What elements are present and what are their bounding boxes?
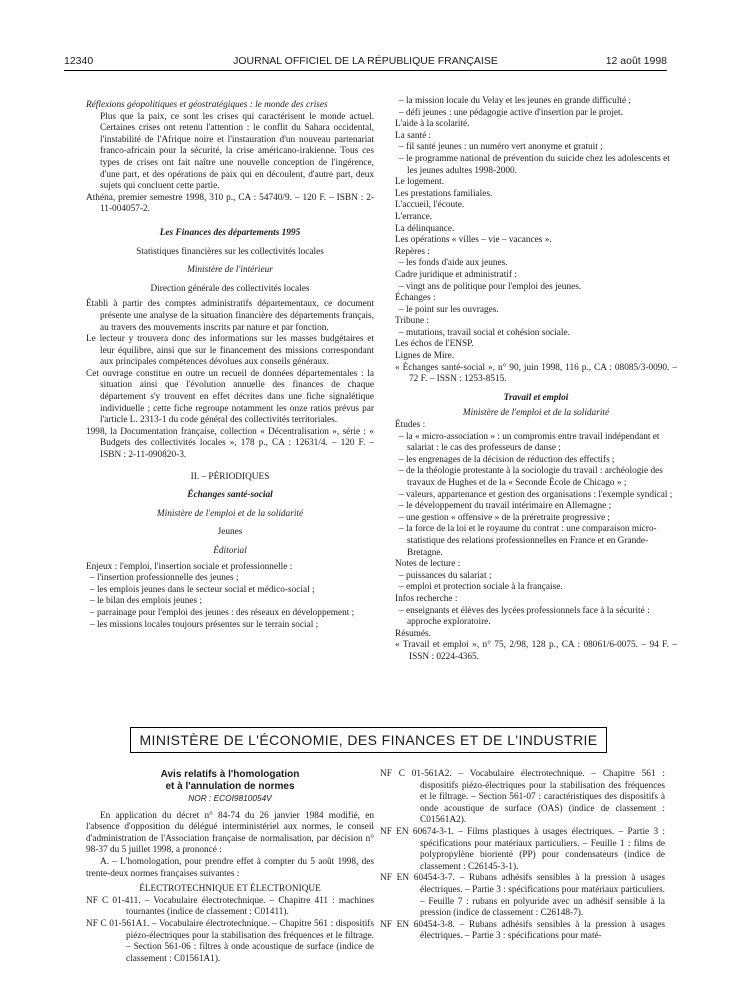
list-item: – puissances du salariat ; bbox=[399, 570, 492, 581]
page-number: 12340 bbox=[64, 55, 94, 67]
norm-entry: NF EN 60674-3-1. – Films plastiques à usages électriques. – Partie 3 : spécifications pour matériaux particuliers. – Feuille 1 : films de polypropylène biorienté (PP) pour condensateurs (indice de classement : C26145-3-1). bbox=[380, 826, 665, 872]
reflexions-title: Réflexions géopolitiques et géostratégiques : le monde des crises bbox=[86, 100, 328, 110]
avis-title-line-2: et à l'annulation de normes bbox=[165, 781, 295, 792]
plain-line: Les opérations « villes – vie – vacances ». bbox=[395, 235, 552, 246]
plain-line: La délinquance. bbox=[395, 223, 455, 234]
point-a: A. – L'homologation, pour prendre effet à compter du 5 août 1998, des trente-deux normes françaises suivantes : bbox=[86, 856, 374, 879]
finances-subtitle: Statistiques financières sur les collectivités locales bbox=[136, 246, 324, 257]
direction-generale: Direction générale des collectivités locales bbox=[150, 283, 310, 294]
list-item: – les emplois jeunes dans le secteur social et médico-social ; bbox=[90, 584, 315, 595]
list-item: – la « micro-association » : un compromis entre travail indépendant et salariat : le cas des professeurs de danse ; bbox=[399, 431, 660, 454]
ministry-employment-2: Ministère de l'emploi et de la solidarité bbox=[462, 408, 610, 419]
lower-left-column bbox=[86, 769, 374, 969]
finances-paragraph-1: Établi à partir des comptes administratifs départementaux, ce document présente une analyse de la situation financière des départements français, au travers des mouvements inscrits par nature et par fonction. bbox=[86, 299, 374, 333]
norm-entry: NF EN 60454-3-8. – Rubans adhésifs sensibles à la pression à usages électriques. – Partie 3 : spécifications pour maté- bbox=[380, 919, 665, 942]
aide-scolarite: L'aide à la scolarité. bbox=[395, 119, 470, 130]
reperes-label: Repères : bbox=[395, 246, 430, 257]
list-item: – l'insertion professionnelle des jeunes ; bbox=[90, 573, 239, 584]
list-item: – le programme national de prévention du suicide chez les adolescents et les jeunes adultes 1998-2000. bbox=[399, 153, 670, 176]
list-item: – vingt ans de politique pour l'emploi des jeunes. bbox=[399, 281, 582, 292]
list-item: – valeurs, appartenance et gestion des organisations : l'exemple syndical ; bbox=[399, 489, 673, 500]
echanges-reference: « Échanges santé-social », n° 90, juin 1998, 116 p., CA : 08085/3-0090. – 72 F. – ISSN : 1253-8515. bbox=[395, 362, 677, 385]
list-item: – emploi et protection sociale à la française. bbox=[399, 582, 563, 593]
avis-intro: En application du décret n° 84-74 du 26 janvier 1984 modifié, en l'absence d'opposition du délégué interministériel aux normes, le conseil d'administration de l'Association française de normalisation, par décision n° 98-37 du 5 juillet 1998, a prononcé : bbox=[86, 810, 374, 856]
infos-label: Infos recherche : bbox=[395, 593, 458, 604]
notes-label: Notes de lecture : bbox=[395, 559, 461, 570]
plain-line: Le logement. bbox=[395, 177, 445, 188]
finances-paragraph-3: Cet ouvrage constitue en outre un recueil de données départementales : la situation ainsi que l'évolution annuelle des finances de chaque département s'y trouvent en effet décrites dans une fiche signalétique individuelle ; cette fiche regroupe notamment les onze ratios prévus par l'article L. 2313-1 du code général des collectivités territoriales. bbox=[86, 368, 374, 426]
jeunes-heading: Jeunes bbox=[217, 527, 243, 538]
reflexions-body: Plus que la paix, ce sont les crises qui caractérisent le monde actuel. Certaines crises ont retenu l'attention : le conflit du Sahara occidental, l'instabilité de l'Afrique noire et l'instauration d'un nouveau partenariat franco-africain pour la sécurité, la crise américano-irakienne. Tous ces types de crises ont fait naître une nouvelle conception de l'ingérence, d'une part, et des opérations de paix qui en découlent, d'autre part, deux sujets qui concluent cette partie. bbox=[100, 111, 374, 192]
list-item: – défi jeunes : une pédagogie active d'insertion par le projet. bbox=[399, 107, 623, 118]
list-item: – les fonds d'aide aux jeunes. bbox=[399, 258, 508, 269]
list-item: – parrainage pour l'emploi des jeunes : des réseaux en développement ; bbox=[90, 607, 355, 618]
echanges-title: Échanges santé-social bbox=[187, 490, 273, 501]
ministry-employment: Ministère de l'emploi et de la solidarité bbox=[156, 508, 304, 519]
tribune-label: Tribune : bbox=[395, 316, 430, 327]
ministry-banner: MINISTÈRE DE L'ÉCONOMIE, DES FINANCES ET DE L'INDUSTRIE bbox=[130, 727, 607, 753]
norm-entry: NF C 01-561A1. – Vocabulaire électrotechnique. – Chapitre 561 : dispositifs piézo-électriques pour la stabilisation des fréquences et le filtrage. – Section 561-06 : filtres à onde acoustique de surface (indice de classement : C01561A1). bbox=[86, 918, 374, 964]
norm-entry: NF C 01-411. – Vocabulaire électrotechnique. – Chapitre 411 : machines tournantes (indice de classement : C01411). bbox=[86, 895, 374, 918]
plain-line: L'errance. bbox=[395, 211, 433, 222]
nor-reference: NOR : ECOI9810054V bbox=[188, 793, 272, 803]
sante-label: La santé : bbox=[395, 130, 432, 141]
travail-reference: « Travail et emploi », n° 75, 2/98, 128 p., CA : 08061/6-0075. – 94 F. – ISSN : 0224-4365. bbox=[395, 640, 677, 662]
norm-entry: NF EN 60454-3-7. – Rubans adhésifs sensibles à la pression à usages électriques. – Partie 3 : spécifications pour matériaux particuliers. – Feuille 7 : rubans en polyuride avec un adhésif sensible à la pression (indice de classement : C26148-7). bbox=[380, 873, 665, 919]
list-item: – enseignants et élèves des lycées professionnels face à la sécurité : approche exploratoire. bbox=[399, 605, 650, 628]
list-item: – la mission locale du Velay et les jeunes en grande difficulté ; bbox=[399, 96, 632, 106]
cadre-label: Cadre juridique et administratif : bbox=[395, 269, 517, 280]
list-item: – les engrenages de la décision de réduction des effectifs ; bbox=[399, 454, 615, 465]
section-periodiques: II. – PÉRIODIQUES bbox=[190, 471, 270, 482]
left-column bbox=[86, 100, 374, 690]
athena-reference: Athéna, premier semestre 1998, 310 p., CA : 54740/9. – 120 F. – ISBN : 2-11-004057-2. bbox=[86, 192, 374, 215]
editorial-heading: Éditorial bbox=[213, 546, 247, 556]
header-rule bbox=[64, 70, 667, 71]
finances-paragraph-2: Le lecteur y trouvera donc des informations sur les masses budgétaires et leur équilibre, ainsi que sur le financement des missions correspondant aux principales compétences dévolues aux conseils généraux. bbox=[86, 334, 374, 368]
avis-title-line-1: Avis relatifs à l'homologation bbox=[160, 769, 300, 780]
lower-right-column bbox=[380, 769, 665, 969]
list-item: – une gestion « offensive » de la préretraite progressive ; bbox=[399, 512, 611, 523]
list-item: – le bilan des emplois jeunes ; bbox=[90, 596, 203, 607]
list-item: – la force de la loi et le royaume du contrat : une comparaison micro-statistique des relations professionnelles en France et en Grande-Bretagne. bbox=[399, 524, 657, 558]
list-item: – fil santé jeunes : un numéro vert anonyme et gratuit ; bbox=[399, 142, 603, 153]
journal-title: JOURNAL OFFICIEL DE LA RÉPUBLIQUE FRANÇAISE bbox=[233, 55, 498, 67]
right-column bbox=[395, 96, 677, 696]
ensp-line: Les échos de l'ENSP. bbox=[395, 339, 474, 350]
enjeux-label: Enjeux : l'emploi, l'insertion sociale et professionnelle : bbox=[86, 561, 293, 572]
section-electrotechnique: ÉLECTROTECHNIQUE ET ÉLECTRONIQUE bbox=[139, 884, 321, 895]
issue-date: 12 août 1998 bbox=[605, 55, 667, 67]
norm-entry: NF C 01-561A2. – Vocabulaire électrotechnique. – Chapitre 561 : dispositifs piézo-électriques pour la stabilisation des fréquences et le filtrage. – Section 561-07 : caractéristiques des dispositifs à onde acoustique de surface (OAS) (indice de classement : C01561A2). bbox=[380, 769, 665, 826]
list-item: – le développement du travail intérimaire en Allemagne ; bbox=[399, 501, 612, 512]
finances-reference: 1998, la Documentation française, collection « Décentralisation », série : « Budgets des collectivités locales », 178 p., CA : 12631/4. – 120 F. – ISBN : 2-11-090820-3. bbox=[86, 426, 374, 461]
resumes-line: Résumés. bbox=[395, 628, 431, 639]
list-item: – de la théologie protestante à la sociologie du travail : archéologie des travaux de Hughes et de la « Seconde École de Chicago » ; bbox=[399, 466, 663, 488]
finances-title: Les Finances des départements 1995 bbox=[159, 227, 301, 238]
plain-line: Les prestations familiales. bbox=[395, 188, 493, 199]
list-item: – le point sur les ouvrages. bbox=[399, 304, 499, 315]
list-item: – les missions locales toujours présentes sur le terrain social ; bbox=[90, 619, 319, 630]
ministry-interior: Ministère de l'intérieur bbox=[187, 265, 273, 276]
travail-title: Travail et emploi bbox=[503, 392, 569, 403]
echanges-label: Échanges : bbox=[395, 293, 436, 304]
etudes-label: Études : bbox=[395, 420, 426, 431]
page-header bbox=[64, 55, 667, 69]
plain-line: L'accueil, l'écoute. bbox=[395, 200, 465, 211]
lignes-line: Lignes de Mire. bbox=[395, 351, 455, 362]
list-item: – mutations, travail social et cohésion sociale. bbox=[399, 327, 570, 338]
